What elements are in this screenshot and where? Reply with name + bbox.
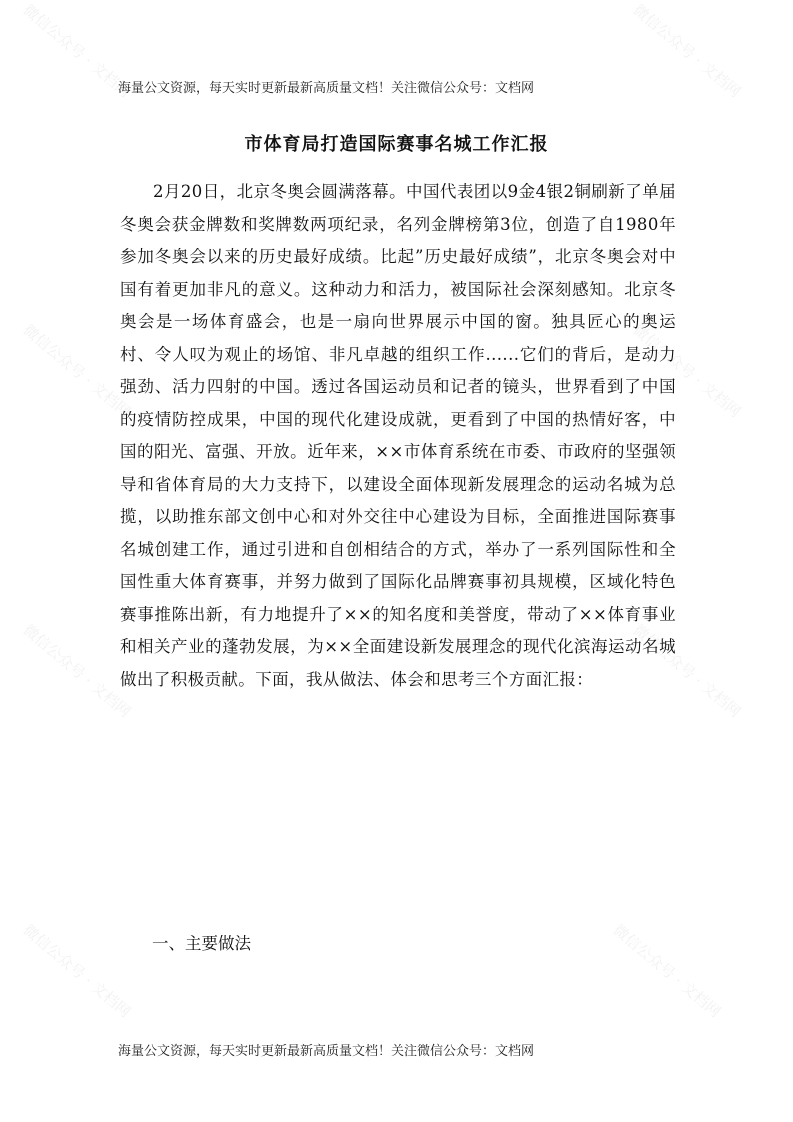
watermark-image: 微信公众号 · 文档网 xyxy=(19,320,135,421)
watermark-image: 微信公众号 · 文档网 xyxy=(629,620,745,721)
watermark-image: 微信公众号 · 文档网 xyxy=(19,920,135,1021)
body-paragraph: 2月20日，北京冬奥会圆满落幕。中国代表团以9金4银2铜刷新了单届冬奥会获金牌数和奖牌数两项纪录，名列金牌榜第3位，创造了自1980年参加冬奥会以来的历史最好成绩。比起”历史最好成绩”，北京冬奥会对中国有着更加非凡的意义。这种动力和活力，被国际社会深刻感知。北京冬奥会是一场体育盛会，也是一扇向世界展示中国的窗。独具匠心的奥运村、令人叹为观止的场馆、非凡卓越的组织工作......它们的背后，是动力强劲、活力四射的中国。透过各国运动员和记者的镜头，世界看到了中国的疫情防控成果，中国的现代化建设成就，更看到了中国的热情好客，中国的阳光、富强、开放。近年来，××市体育系统在市委、市政府的坚强领导和省体育局的大力支持下，以建设全面体现新发展理念的运动名城为总揽，以助推东部文创中心和对外交往中心建设为目标，全面推进国际赛事名城创建工作，通过引进和自创相结合的方式，举办了一系列国际性和全国性重大体育赛事，并努力做到了国际化品牌赛事初具规模，区域化特色赛事推陈出新，有力地提升了××的知名度和美誉度，带动了××体育事业和相关产业的蓬勃发展，为××全面建设新发展理念的现代化滨海运动名城做出了积极贡献。下面，我从做法、体会和思考三个方面汇报： xyxy=(120,182,676,689)
watermark-image: 微信公众号 · 文档网 xyxy=(19,0,135,101)
document-title: 市体育局打造国际赛事名城工作汇报 xyxy=(244,134,549,155)
page-footer: 海量公文资源，每天实时更新最新高质量文档！关注微信公众号：文档网 xyxy=(118,1044,535,1059)
watermark-image: 微信公众号 · 文档网 xyxy=(629,320,745,421)
watermark-image: 微信公众号 · 文档网 xyxy=(629,0,745,101)
page-header: 海量公文资源，每天实时更新最新高质量文档！关注微信公众号：文档网 xyxy=(118,81,535,96)
section-heading: 一、主要做法 xyxy=(152,934,251,953)
watermark-image: 微信公众号 · 文档网 xyxy=(609,920,725,1021)
watermark-image: 微信公众号 · 文档网 xyxy=(19,620,135,721)
